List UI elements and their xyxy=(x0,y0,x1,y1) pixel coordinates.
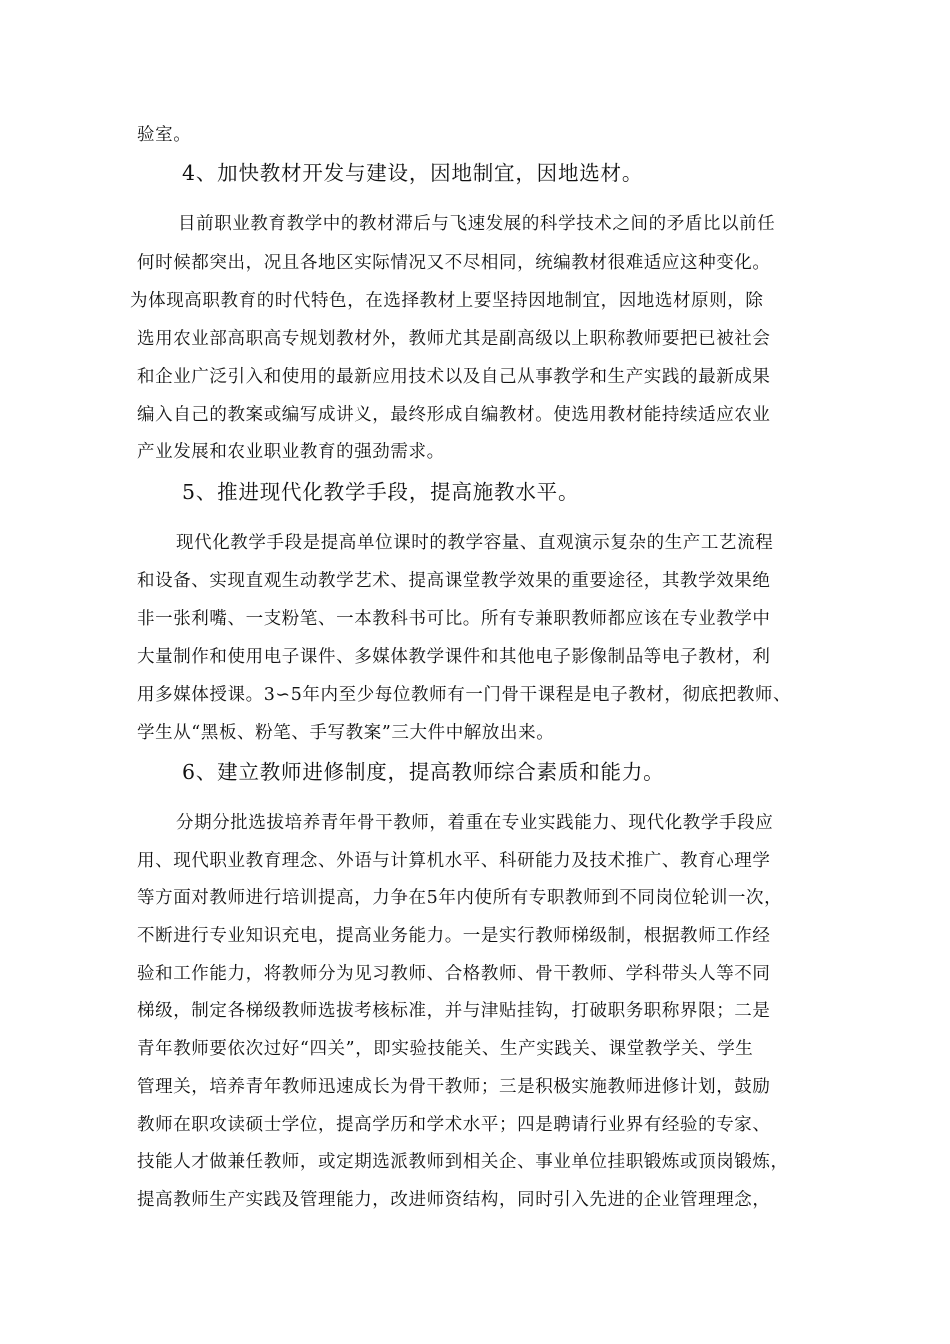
text-line: 为体现高职教育的时代特色，在选择教材上要坚持因地制宜，因地选材原则，除 xyxy=(130,291,764,311)
text-line: 和企业广泛引入和使用的最新应用技术以及自己从事教学和生产实践的最新成果 xyxy=(137,367,771,387)
text-line: 现代化教学手段是提高单位课时的教学容量、直观演示复杂的生产工艺流程 xyxy=(176,533,774,553)
text-line: 等方面对教师进行培训提高，力争在5年内使所有专职教师到不同岗位轮训一次， xyxy=(137,888,783,908)
text-line: 提高教师生产实践及管理能力，改进师资结构，同时引入先进的企业管理理念， xyxy=(137,1190,771,1210)
section-heading: 4、加快教材开发与建设，因地制宜，因地选材。 xyxy=(182,161,644,185)
text-line: 青年教师要依次过好“四关”，即实验技能关、生产实践关、课堂教学关、学生 xyxy=(137,1039,754,1059)
text-line: 不断进行专业知识充电，提高业务能力。一是实行教师梯级制，根据教师工作经 xyxy=(137,926,771,946)
text-line: 选用农业部高职高专规划教材外，教师尤其是副高级以上职称教师要把已被社会 xyxy=(137,329,771,349)
text-line: 学生从“黑板、粉笔、手写教案”三大件中解放出来。 xyxy=(137,723,555,743)
text-line: 梯级，制定各梯级教师选拔考核标准，并与津贴挂钩，打破职务职称界限；二是 xyxy=(137,1001,771,1021)
section-heading: 5、推进现代化教学手段，提高施教水平。 xyxy=(182,480,580,504)
section-heading: 6、建立教师进修制度，提高教师综合素质和能力。 xyxy=(182,760,665,784)
text-line: 编入自己的教案或编写成讲义，最终形成自编教材。使选用教材能持续适应农业 xyxy=(137,405,771,425)
text-line: 管理关，培养青年教师迅速成长为骨干教师；三是积极实施教师进修计划，鼓励 xyxy=(137,1077,771,1097)
text-line: 用、现代职业教育理念、外语与计算机水平、科研能力及技术推广、教育心理学 xyxy=(137,851,771,871)
text-line: 目前职业教育教学中的教材滞后与飞速发展的科学技术之间的矛盾比以前任 xyxy=(178,214,776,234)
text-line: 技能人才做兼任教师，或定期选派教师到相关企、事业单位挂职锻炼或顶岗锻炼， xyxy=(137,1152,789,1172)
text-line: 和设备、实现直观生动教学艺术、提高课堂教学效果的重要途径，其教学效果绝 xyxy=(137,571,771,591)
text-line: 产业发展和农业职业教育的强劲需求。 xyxy=(137,442,445,462)
text-line: 教师在职攻读硕士学位，提高学历和学术水平；四是聘请行业界有经验的专家、 xyxy=(137,1115,771,1135)
text-line: 验室。 xyxy=(137,125,192,145)
text-line: 大量制作和使用电子课件、多媒体教学课件和其他电子影像制品等电子教材，利 xyxy=(137,647,771,667)
text-line: 验和工作能力，将教师分为见习教师、合格教师、骨干教师、学科带头人等不同 xyxy=(137,964,771,984)
text-line: 何时候都突出，况且各地区实际情况又不尽相同，统编教材很难适应这种变化。 xyxy=(137,253,771,273)
text-line: 分期分批选拔培养青年骨干教师，着重在专业实践能力、现代化教学手段应 xyxy=(176,813,774,833)
text-line: 用多媒体授课。3∽5年内至少每位教师有一门骨干课程是电子教材，彻底把教师、 xyxy=(137,685,792,705)
text-line: 非一张利嘴、一支粉笔、一本教科书可比。所有专兼职教师都应该在专业教学中 xyxy=(137,609,771,629)
